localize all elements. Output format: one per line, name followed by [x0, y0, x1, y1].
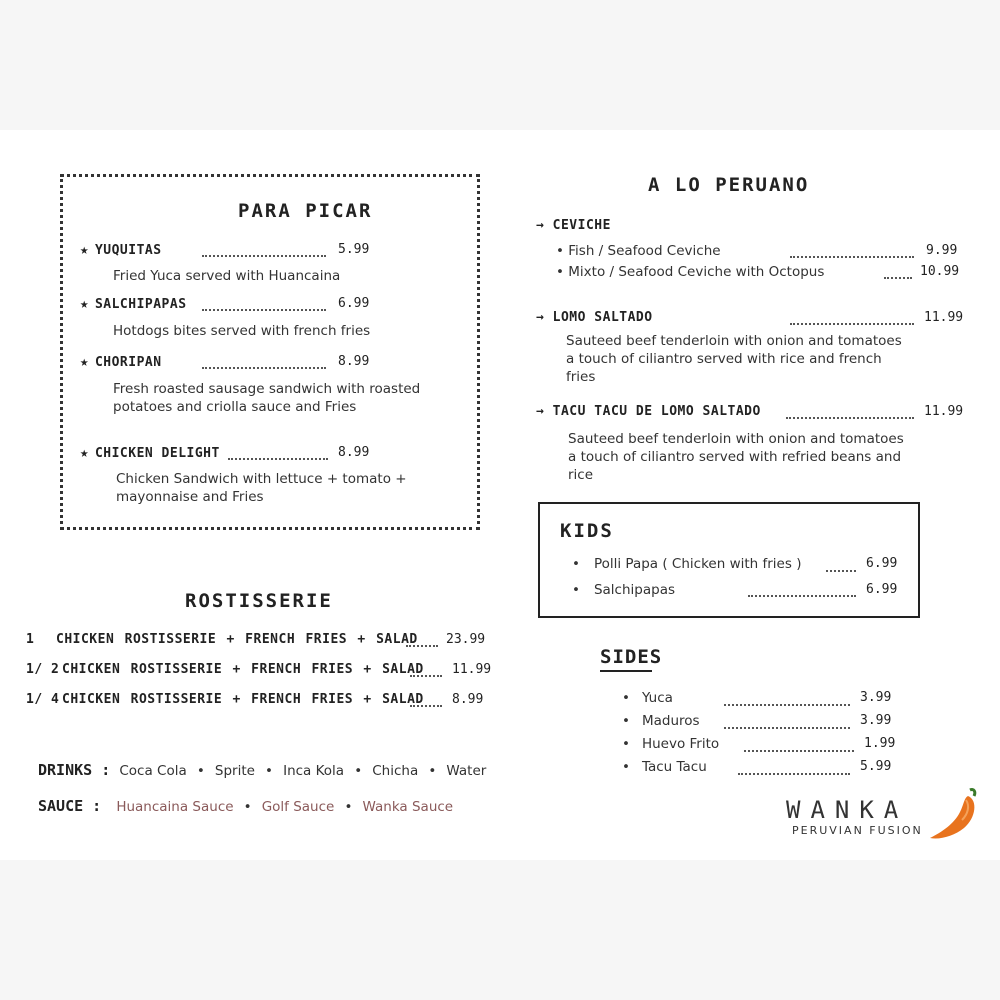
separator-dot: • [428, 763, 437, 779]
arrow-icon: → [536, 310, 553, 325]
separator-dot: • [265, 763, 273, 779]
side-price: 1.99 [864, 736, 896, 751]
menu-item-name: ★ YUQUITAS [80, 242, 162, 258]
sauce-item: Huancaina Sauce [116, 799, 234, 815]
rostisserie-item: CHICKEN ROSTISSERIE + FRENCH FRIES + SALAD [62, 662, 424, 677]
drink-item: Water [446, 763, 487, 779]
menu-item-desc: Fresh roasted sausage sandwich with roasted potatoes and criolla sauce and Fries [113, 381, 421, 415]
lomo-price: 11.99 [924, 310, 964, 325]
bullet-icon: • [622, 759, 630, 775]
rostisserie-price: 11.99 [452, 662, 492, 677]
dot-leader [748, 595, 856, 597]
logo-wordmark: WANKA [786, 796, 909, 824]
kids-item: • Salchipapas [572, 582, 676, 598]
sauce-item: Wanka Sauce [362, 799, 454, 815]
rostisserie-qty: 1 [26, 632, 35, 647]
drinks-label: DRINKS : [38, 761, 111, 779]
bullet-icon: • [572, 556, 580, 572]
dot-leader [228, 458, 328, 460]
menu-page [0, 130, 1000, 860]
side-price: 3.99 [860, 690, 892, 705]
lomo-desc: Sauteed beef tenderloin with onion and tomatoes a touch of ciliantro served with rice and french fries [566, 333, 902, 385]
bullet-icon: • [556, 243, 569, 259]
tacu-name: → TACU TACU DE LOMO SALTADO [536, 404, 761, 419]
side-price: 3.99 [860, 713, 892, 728]
drink-item: Chicha [372, 763, 419, 779]
dot-leader [406, 645, 438, 647]
separator-dot: • [344, 799, 353, 815]
dot-leader [884, 277, 912, 279]
star-icon: ★ [80, 354, 89, 370]
bullet-icon: • [622, 690, 630, 706]
sides-underline [600, 670, 652, 672]
menu-item-name: ★ CHORIPAN [80, 354, 162, 370]
menu-item-name: ★ SALCHIPAPAS [80, 296, 187, 312]
dot-leader [744, 750, 854, 752]
sauce-label: SAUCE : [38, 797, 102, 815]
a-lo-peruano-title: A LO PERUANO [648, 174, 810, 196]
menu-item-desc: Fried Yuca served with Huancaina [113, 268, 341, 284]
star-icon: ★ [80, 242, 89, 258]
side-item: • Huevo Frito [622, 736, 720, 752]
arrow-icon: → [536, 218, 553, 233]
sauce-item: Golf Sauce [261, 799, 335, 815]
tacu-desc: Sauteed beef tenderloin with onion and tomatoes a touch of ciliantro served with refried beans and rice [568, 431, 904, 483]
ceviche-option: • Fish / Seafood Ceviche [556, 243, 721, 259]
star-icon: ★ [80, 296, 89, 312]
kids-price: 6.99 [866, 556, 898, 571]
sides-title: SIDES [600, 646, 663, 668]
rostisserie-item: CHICKEN ROSTISSERIE + FRENCH FRIES + SALAD [56, 632, 418, 647]
bullet-icon: • [556, 264, 569, 280]
ceviche-option: • Mixto / Seafood Ceviche with Octopus [556, 264, 825, 280]
rostisserie-qty: 1/ 2 [26, 662, 60, 677]
arrow-icon: → [536, 404, 553, 419]
para-picar-title: PARA PICAR [238, 200, 373, 222]
kids-title: KIDS [560, 520, 614, 542]
menu-item-price: 5.99 [338, 242, 370, 257]
side-item: • Tacu Tacu [622, 759, 707, 775]
menu-item-price: 6.99 [338, 296, 370, 311]
bullet-icon: • [572, 582, 580, 598]
separator-dot: • [243, 799, 252, 815]
menu-item-price: 8.99 [338, 354, 370, 369]
menu-item-name: ★ CHICKEN DELIGHT [80, 445, 220, 461]
dot-leader [826, 570, 856, 572]
bullet-icon: • [622, 736, 630, 752]
dot-leader [202, 309, 326, 311]
rostisserie-qty: 1/ 4 [26, 692, 60, 707]
separator-dot: • [196, 763, 205, 779]
logo-subtitle: PERUVIAN FUSION [792, 824, 923, 837]
sauce-line [38, 796, 453, 815]
drinks-line [38, 760, 486, 779]
side-item: • Maduros [622, 713, 700, 729]
lomo-name: → LOMO SALTADO [536, 310, 653, 325]
menu-item-desc: Chicken Sandwich with lettuce + tomato + mayonnaise and Fries [116, 471, 407, 505]
rostisserie-price: 8.99 [452, 692, 484, 707]
kids-price: 6.99 [866, 582, 898, 597]
rostisserie-price: 23.99 [446, 632, 486, 647]
dot-leader [202, 367, 326, 369]
dot-leader [790, 256, 914, 258]
star-icon: ★ [80, 445, 89, 461]
drink-item: Sprite [214, 763, 255, 779]
chili-pepper-icon [924, 784, 980, 844]
dot-leader [786, 417, 914, 419]
separator-dot: • [354, 763, 363, 779]
dot-leader [790, 323, 914, 325]
kids-item: • Polli Papa ( Chicken with fries ) [572, 556, 802, 572]
side-price: 5.99 [860, 759, 892, 774]
dot-leader [724, 704, 850, 706]
ceviche-heading: → CEVICHE [536, 218, 611, 233]
menu-item-price: 8.99 [338, 445, 370, 460]
dot-leader [410, 675, 442, 677]
dot-leader [410, 705, 442, 707]
drink-item: Coca Cola [119, 763, 187, 779]
ceviche-price: 9.99 [926, 243, 958, 258]
drink-item: Inca Kola [283, 763, 345, 779]
rostisserie-item: CHICKEN ROSTISSERIE + FRENCH FRIES + SALAD [62, 692, 424, 707]
dot-leader [738, 773, 850, 775]
dot-leader [724, 727, 850, 729]
dot-leader [202, 255, 326, 257]
ceviche-price: 10.99 [920, 264, 960, 279]
side-item: • Yuca [622, 690, 673, 706]
rostisserie-title: ROSTISSERIE [185, 590, 333, 612]
tacu-price: 11.99 [924, 404, 964, 419]
bullet-icon: • [622, 713, 630, 729]
menu-item-desc: Hotdogs bites served with french fries [113, 323, 371, 339]
